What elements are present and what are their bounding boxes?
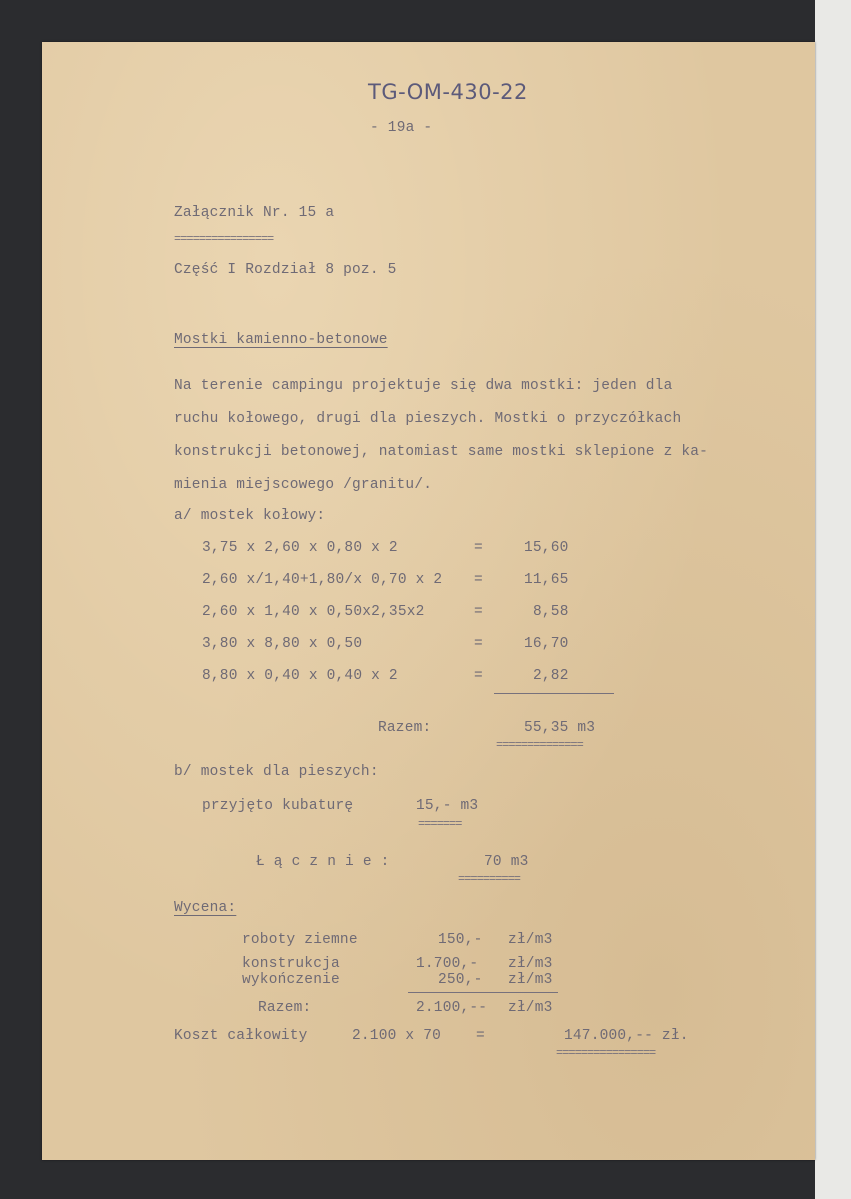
- section-b-label: b/ mostek dla pieszych:: [174, 764, 379, 780]
- intro-line-3: konstrukcji betonowej, natomiast same mostki sklepione z ka-: [174, 444, 709, 460]
- pricing-heading: Wycena:: [174, 900, 237, 916]
- annex-title: Załącznik Nr. 15 a: [174, 205, 335, 221]
- section-b-line-value: 15,- m3: [416, 798, 479, 814]
- grand-total-underline: ==========: [458, 872, 521, 886]
- calc-row-formula: 2,60 x 1,40 x 0,50x2,35x2: [202, 604, 425, 620]
- grand-total-label: Ł ą c z n i e :: [256, 854, 390, 870]
- calc-row-formula: 3,80 x 8,80 x 0,50: [202, 636, 363, 652]
- calc-row-value: 11,65: [524, 572, 569, 588]
- calc-row-value: 8,58: [533, 604, 569, 620]
- calc-row-equals: =: [474, 540, 483, 556]
- subtotal-rule: [494, 693, 614, 694]
- calc-row-equals: =: [474, 636, 483, 652]
- page-number: - 19a -: [370, 120, 433, 136]
- section-b-line-label: przyjęto kubaturę: [202, 798, 354, 814]
- section-a-total-label: Razem:: [378, 720, 432, 736]
- section-b-underline: =======: [418, 817, 462, 831]
- calc-row-formula: 2,60 x/1,40+1,80/x 0,70 x 2: [202, 572, 443, 588]
- annex-section: Część I Rozdział 8 poz. 5: [174, 262, 397, 278]
- calc-row-value: 2,82: [533, 668, 569, 684]
- annex-title-underline: ================: [174, 232, 274, 246]
- scanner-edge-strip: [815, 0, 851, 1199]
- intro-line-1: Na terenie campingu projektuje się dwa mostki: jeden dla: [174, 378, 673, 394]
- calc-row-equals: =: [474, 572, 483, 588]
- pricing-item-unit: zł/m3: [508, 956, 553, 972]
- calc-row-equals: =: [474, 668, 483, 684]
- total-cost-value: 147.000,-- zł.: [564, 1028, 689, 1044]
- pricing-item-name: konstrukcja: [242, 956, 340, 972]
- pricing-sum-rule: [408, 992, 558, 993]
- pricing-item-unit: zł/m3: [508, 932, 553, 948]
- total-cost-label: Koszt całkowity: [174, 1028, 308, 1044]
- pricing-item-value: 1.700,-: [416, 956, 479, 972]
- document-page: [42, 42, 815, 1160]
- pricing-item-name: roboty ziemne: [242, 932, 358, 948]
- section-heading: Mostki kamienno-betonowe: [174, 332, 388, 348]
- pricing-item-value: 250,-: [438, 972, 483, 988]
- calc-row-formula: 3,75 x 2,60 x 0,80 x 2: [202, 540, 398, 556]
- pricing-item-value: 150,-: [438, 932, 483, 948]
- pricing-item-name: wykończenie: [242, 972, 340, 988]
- section-a-total-value: 55,35 m3: [524, 720, 596, 736]
- section-a-label: a/ mostek kołowy:: [174, 508, 326, 524]
- pricing-sum-unit: zł/m3: [508, 1000, 553, 1016]
- calc-row-value: 15,60: [524, 540, 569, 556]
- intro-line-2: ruchu kołowego, drugi dla pieszych. Mostki o przyczółkach: [174, 411, 682, 427]
- total-cost-formula: 2.100 x 70: [352, 1028, 442, 1044]
- pricing-sum-label: Razem:: [258, 1000, 312, 1016]
- calc-row-value: 16,70: [524, 636, 569, 652]
- total-cost-underline: ================: [556, 1046, 656, 1060]
- pricing-sum-value: 2.100,--: [416, 1000, 488, 1016]
- intro-line-4: mienia miejscowego /granitu/.: [174, 477, 433, 493]
- calc-row-equals: =: [474, 604, 483, 620]
- grand-total-value: 70 m3: [484, 854, 529, 870]
- total-cost-equals: =: [476, 1028, 485, 1044]
- pricing-item-unit: zł/m3: [508, 972, 553, 988]
- handwritten-reference: TG-OM-430-22: [368, 80, 528, 104]
- section-a-total-underline: ==============: [496, 738, 583, 752]
- calc-row-formula: 8,80 x 0,40 x 0,40 x 2: [202, 668, 398, 684]
